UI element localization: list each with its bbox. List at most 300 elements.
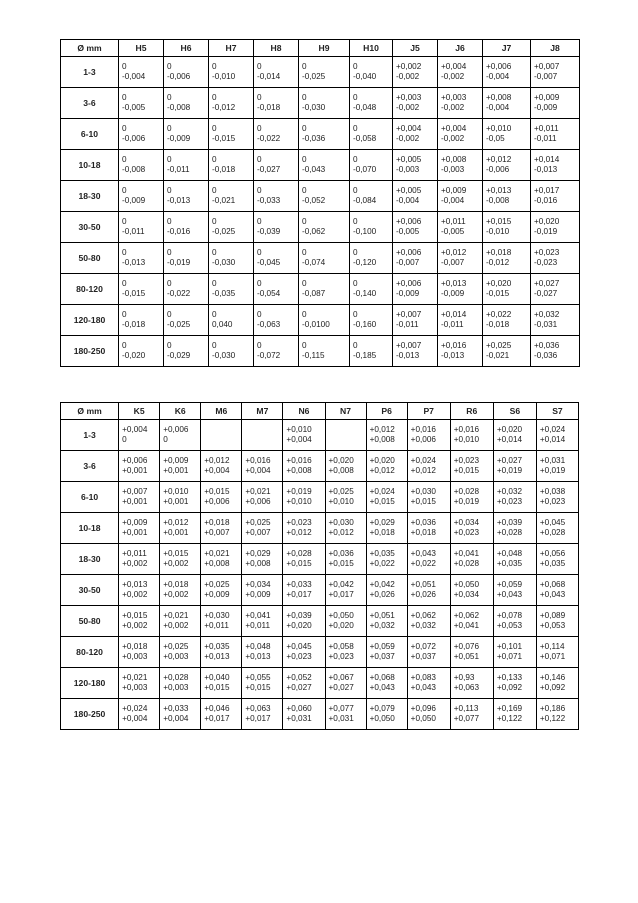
upper-deviation: +0,016 [245, 456, 271, 465]
upper-deviation: +0,020 [328, 456, 354, 465]
lower-deviation: +0,051 [453, 652, 480, 661]
lower-deviation: +0,023 [496, 497, 523, 506]
table-row [61, 181, 580, 212]
lower-deviation: -0,007 [396, 258, 420, 267]
lower-deviation: +0,017 [204, 714, 230, 723]
tolerance-cell [119, 243, 164, 274]
upper-deviation: +0,012 [204, 456, 230, 465]
table-row [61, 57, 580, 88]
lower-deviation: 0 [122, 435, 127, 444]
lower-deviation: -0,140 [353, 289, 377, 298]
upper-deviation: 0 [353, 341, 358, 350]
tolerance-cell [242, 513, 283, 544]
tolerance-cell [201, 451, 242, 482]
lower-deviation: +0,006 [204, 497, 230, 506]
lower-deviation: -0,020 [122, 351, 146, 360]
tolerance-cell [350, 88, 393, 119]
upper-deviation: +0,077 [328, 704, 354, 713]
tolerance-cell [160, 637, 201, 668]
upper-deviation: 0 [353, 248, 358, 257]
lower-deviation: +0,017 [328, 590, 354, 599]
lower-deviation: +0,001 [122, 466, 148, 475]
lower-deviation: -0,002 [441, 103, 465, 112]
lower-deviation: -0,013 [534, 165, 558, 174]
upper-deviation: +0,006 [396, 248, 422, 257]
lower-deviation: -0,062 [302, 227, 326, 236]
lower-deviation: +0,015 [369, 497, 395, 506]
lower-deviation: +0,015 [328, 559, 354, 568]
tolerance-cell [438, 119, 483, 150]
lower-deviation: +0,017 [245, 714, 271, 723]
tolerance-cell [531, 336, 580, 367]
upper-deviation: 0 [353, 186, 358, 195]
tolerance-cell [242, 482, 283, 513]
upper-deviation: +0,059 [369, 642, 395, 651]
column-header-m6: M6 [201, 403, 242, 420]
tolerance-cell [493, 668, 536, 699]
lower-deviation: -0,019 [534, 227, 558, 236]
tolerance-cell [283, 699, 325, 730]
table-row [61, 699, 579, 730]
upper-deviation: +0,028 [453, 487, 480, 496]
upper-deviation: +0,024 [539, 425, 566, 434]
tolerance-cell [283, 420, 325, 451]
tolerance-cell [299, 150, 350, 181]
lower-deviation: -0,014 [257, 72, 281, 81]
lower-deviation: -0,008 [122, 165, 146, 174]
lower-deviation: +0,008 [245, 559, 271, 568]
upper-deviation: +0,036 [328, 549, 354, 558]
lower-deviation: -0,036 [302, 134, 326, 143]
lower-deviation: +0,017 [286, 590, 312, 599]
upper-deviation: +0,014 [441, 310, 467, 319]
tolerance-cell [536, 637, 578, 668]
upper-deviation: +0,041 [453, 549, 480, 558]
lower-deviation: -0,004 [396, 196, 420, 205]
lower-deviation: +0,019 [453, 497, 480, 506]
lower-deviation: +0,053 [496, 621, 523, 630]
lower-deviation: +0,001 [122, 528, 148, 537]
lower-deviation: +0,027 [286, 683, 312, 692]
tolerance-cell [119, 451, 160, 482]
tolerance-cell [407, 668, 450, 699]
tolerance-cell [242, 575, 283, 606]
upper-deviation: 0 [302, 124, 307, 133]
lower-deviation: -0,004 [486, 103, 510, 112]
upper-deviation: 0 [167, 186, 172, 195]
table-row [61, 637, 579, 668]
upper-deviation: +0,033 [286, 580, 312, 589]
upper-deviation: 0 [212, 155, 217, 164]
tolerance-cell [254, 119, 299, 150]
column-header-n6: N6 [283, 403, 325, 420]
lower-deviation: +0,002 [122, 590, 148, 599]
lower-deviation: -0,100 [353, 227, 377, 236]
tolerance-cell [160, 451, 201, 482]
lower-deviation: -0,018 [212, 165, 236, 174]
upper-deviation: 0 [257, 279, 262, 288]
tolerance-cell [438, 274, 483, 305]
hole-tolerance-table-k-s [60, 402, 579, 730]
upper-deviation: +0,015 [122, 611, 148, 620]
lower-deviation: +0,002 [122, 621, 148, 630]
tolerance-cell [325, 420, 366, 451]
tolerance-cell [366, 513, 407, 544]
lower-deviation: +0,022 [410, 559, 436, 568]
tolerance-cell [254, 274, 299, 305]
row-header-range: 18-30 [61, 181, 119, 212]
upper-deviation: +0,010 [286, 425, 312, 434]
lower-deviation: +0,041 [453, 621, 480, 630]
tolerance-cell [366, 668, 407, 699]
upper-deviation: 0 [302, 186, 307, 195]
lower-deviation: +0,009 [204, 590, 230, 599]
lower-deviation: +0,004 [286, 435, 312, 444]
upper-deviation: 0 [257, 248, 262, 257]
table-row [61, 119, 580, 150]
upper-deviation: 0 [302, 155, 307, 164]
lower-deviation: -0,002 [441, 72, 465, 81]
lower-deviation: +0,001 [163, 497, 189, 506]
lower-deviation: -0,003 [441, 165, 465, 174]
lower-deviation: +0,092 [539, 683, 566, 692]
lower-deviation: +0,011 [245, 621, 271, 630]
column-header-diameter: Ø mm [61, 403, 119, 420]
tolerance-cell [493, 482, 536, 513]
upper-deviation: +0,016 [441, 341, 467, 350]
tolerance-cell [164, 212, 209, 243]
lower-deviation: -0,005 [122, 103, 146, 112]
upper-deviation: 0 [212, 124, 217, 133]
upper-deviation: 0 [212, 62, 217, 71]
lower-deviation: -0,015 [486, 289, 510, 298]
lower-deviation: +0,013 [204, 652, 230, 661]
lower-deviation: -0,031 [534, 320, 558, 329]
tolerance-cell [201, 637, 242, 668]
lower-deviation: -0,002 [441, 134, 465, 143]
upper-deviation: +0,169 [496, 704, 523, 713]
lower-deviation: +0,028 [453, 559, 480, 568]
tolerance-cell [164, 305, 209, 336]
tolerance-cell [350, 150, 393, 181]
upper-deviation: +0,015 [486, 217, 512, 226]
tolerance-cell [201, 699, 242, 730]
upper-deviation: +0,021 [204, 549, 230, 558]
upper-deviation: +0,027 [534, 279, 560, 288]
upper-deviation: +0,006 [396, 279, 422, 288]
column-header-m7: M7 [242, 403, 283, 420]
lower-deviation: +0,002 [122, 559, 148, 568]
lower-deviation: +0,010 [328, 497, 354, 506]
tolerance-cell [201, 668, 242, 699]
tolerance-cell [209, 88, 254, 119]
tolerance-cell [254, 243, 299, 274]
row-header-range: 30-50 [61, 212, 119, 243]
upper-deviation: +0,004 [122, 425, 148, 434]
upper-deviation: +0,036 [410, 518, 436, 527]
tolerance-cell [299, 212, 350, 243]
upper-deviation: +0,025 [328, 487, 354, 496]
lower-deviation: -0,015 [212, 134, 236, 143]
upper-deviation: +0,006 [396, 217, 422, 226]
tolerance-cell [407, 544, 450, 575]
tolerance-cell [350, 119, 393, 150]
column-header-j7: J7 [483, 40, 531, 57]
tolerance-cell [283, 482, 325, 513]
lower-deviation: -0,006 [167, 72, 191, 81]
tolerance-cell [531, 305, 580, 336]
upper-deviation: +0,020 [534, 217, 560, 226]
lower-deviation: +0,071 [496, 652, 523, 661]
tolerance-cell [201, 606, 242, 637]
table-row [61, 305, 580, 336]
upper-deviation: 0 [353, 310, 358, 319]
lower-deviation: +0,015 [245, 683, 271, 692]
tolerance-cell [283, 451, 325, 482]
tolerance-cell [299, 181, 350, 212]
upper-deviation: +0,114 [539, 642, 565, 651]
tolerance-cell [164, 274, 209, 305]
upper-deviation: +0,068 [369, 673, 395, 682]
lower-deviation: -0,012 [212, 103, 236, 112]
upper-deviation: +0,020 [496, 425, 523, 434]
tolerance-cell [119, 482, 160, 513]
tolerance-cell [450, 420, 493, 451]
tolerance-cell [450, 544, 493, 575]
upper-deviation: +0,051 [369, 611, 395, 620]
tolerance-cell [483, 150, 531, 181]
upper-deviation: +0,025 [245, 518, 271, 527]
tolerance-cell [407, 575, 450, 606]
tolerance-cell [119, 606, 160, 637]
lower-deviation: -0,025 [167, 320, 191, 329]
tolerance-cell [531, 88, 580, 119]
tolerance-cell [531, 243, 580, 274]
column-header-j5: J5 [393, 40, 438, 57]
tolerance-cell [438, 150, 483, 181]
tolerance-cell [450, 606, 493, 637]
lower-deviation: -0,009 [396, 289, 420, 298]
lower-deviation: -0,040 [353, 72, 377, 81]
upper-deviation: 0 [122, 248, 127, 257]
tolerance-cell [536, 668, 578, 699]
tolerance-cell [483, 274, 531, 305]
tolerance-cell [254, 150, 299, 181]
lower-deviation: -0,021 [212, 196, 236, 205]
upper-deviation: +0,005 [396, 155, 422, 164]
tolerance-cell [493, 420, 536, 451]
upper-deviation: 0 [353, 62, 358, 71]
upper-deviation: +0,013 [441, 279, 467, 288]
tolerance-cell [407, 606, 450, 637]
tolerance-cell [393, 150, 438, 181]
lower-deviation: +0,032 [410, 621, 436, 630]
lower-deviation: +0,043 [496, 590, 523, 599]
lower-deviation: -0,010 [486, 227, 510, 236]
table-row [61, 420, 579, 451]
lower-deviation: +0,006 [245, 497, 271, 506]
upper-deviation: +0,004 [441, 124, 467, 133]
table-row [61, 513, 579, 544]
lower-deviation: -0,084 [353, 196, 377, 205]
tolerance-cell [483, 336, 531, 367]
upper-deviation: +0,007 [396, 310, 422, 319]
lower-deviation: -0,043 [302, 165, 326, 174]
lower-deviation: -0,011 [122, 227, 145, 236]
lower-deviation: +0,028 [496, 528, 523, 537]
upper-deviation: +0,006 [486, 62, 512, 71]
tolerance-cell [493, 637, 536, 668]
tolerance-cell [283, 544, 325, 575]
tolerance-cell [438, 181, 483, 212]
table-row [61, 274, 580, 305]
tolerance-cell [201, 575, 242, 606]
lower-deviation: -0,006 [122, 134, 146, 143]
lower-deviation: -0,070 [353, 165, 377, 174]
tolerance-cell [164, 336, 209, 367]
row-header-range: 30-50 [61, 575, 119, 606]
tolerance-cell [164, 119, 209, 150]
tolerance-cell [254, 305, 299, 336]
lower-deviation: +0,008 [286, 466, 312, 475]
lower-deviation: -0,009 [441, 289, 465, 298]
lower-deviation: +0,018 [410, 528, 436, 537]
lower-deviation: +0,020 [286, 621, 312, 630]
lower-deviation: +0,004 [204, 466, 230, 475]
upper-deviation: +0,025 [204, 580, 230, 589]
lower-deviation: +0,026 [369, 590, 395, 599]
lower-deviation: +0,002 [163, 559, 189, 568]
tolerance-cell [299, 305, 350, 336]
tolerance-cell [407, 637, 450, 668]
tolerance-cell [450, 513, 493, 544]
upper-deviation: +0,096 [410, 704, 436, 713]
upper-deviation: +0,024 [410, 456, 436, 465]
upper-deviation: +0,133 [496, 673, 523, 682]
lower-deviation: -0,025 [302, 72, 326, 81]
lower-deviation: +0,071 [539, 652, 566, 661]
tolerance-cell [493, 699, 536, 730]
lower-deviation: -0,013 [122, 258, 146, 267]
upper-deviation: +0,022 [486, 310, 512, 319]
column-header-h6: H6 [164, 40, 209, 57]
lower-deviation: -0,012 [486, 258, 510, 267]
upper-deviation: +0,020 [369, 456, 395, 465]
tolerance-cell [531, 119, 580, 150]
row-header-range: 3-6 [61, 88, 119, 119]
upper-deviation: +0,039 [286, 611, 312, 620]
tolerance-cell [299, 243, 350, 274]
tolerance-cell [119, 57, 164, 88]
lower-deviation: -0,029 [167, 351, 191, 360]
lower-deviation: +0,008 [328, 466, 354, 475]
tolerance-cell [209, 305, 254, 336]
upper-deviation: 0 [353, 124, 358, 133]
upper-deviation: 0 [122, 124, 127, 133]
tolerance-cell [209, 150, 254, 181]
column-header-h9: H9 [299, 40, 350, 57]
tolerance-cell [438, 212, 483, 243]
lower-deviation: -0,036 [534, 351, 558, 360]
upper-deviation: +0,062 [453, 611, 480, 620]
tolerance-cell [393, 212, 438, 243]
lower-deviation: +0,043 [539, 590, 566, 599]
tolerance-cell [325, 482, 366, 513]
upper-deviation: +0,032 [534, 310, 560, 319]
tolerance-cell [438, 336, 483, 367]
upper-deviation: 0 [212, 93, 217, 102]
upper-deviation: +0,056 [539, 549, 566, 558]
upper-deviation: +0,018 [163, 580, 189, 589]
upper-deviation: +0,041 [245, 611, 271, 620]
tolerance-cell [164, 150, 209, 181]
lower-deviation: +0,034 [453, 590, 480, 599]
upper-deviation: +0,021 [245, 487, 271, 496]
lower-deviation: +0,011 [204, 621, 229, 630]
lower-deviation: +0,014 [496, 435, 523, 444]
upper-deviation: +0,060 [286, 704, 312, 713]
upper-deviation: +0,032 [496, 487, 523, 496]
tolerance-cell [283, 637, 325, 668]
lower-deviation: +0,010 [453, 435, 480, 444]
tolerance-cell [407, 699, 450, 730]
lower-deviation: +0,015 [204, 683, 230, 692]
upper-deviation: +0,005 [396, 186, 422, 195]
upper-deviation: +0,009 [534, 93, 560, 102]
lower-deviation: +0,092 [496, 683, 523, 692]
upper-deviation: 0 [302, 248, 307, 257]
tolerance-cell [283, 513, 325, 544]
tolerance-cell [366, 544, 407, 575]
upper-deviation: 0 [302, 93, 307, 102]
lower-deviation: -0,002 [396, 103, 420, 112]
upper-deviation: +0,045 [539, 518, 566, 527]
tolerance-cell [119, 668, 160, 699]
tolerance-cell [531, 150, 580, 181]
tolerance-cell [254, 212, 299, 243]
upper-deviation: +0,067 [328, 673, 354, 682]
upper-deviation: +0,035 [369, 549, 395, 558]
tolerance-cell [242, 637, 283, 668]
lower-deviation: +0,010 [286, 497, 312, 506]
column-header-h7: H7 [209, 40, 254, 57]
upper-deviation: +0,019 [286, 487, 312, 496]
tolerance-cell [242, 544, 283, 575]
lower-deviation: +0,013 [245, 652, 271, 661]
tolerance-cell [450, 637, 493, 668]
lower-deviation: -0,007 [534, 72, 558, 81]
lower-deviation: -0,013 [167, 196, 191, 205]
row-header-range: 120-180 [61, 305, 119, 336]
upper-deviation: +0,008 [486, 93, 512, 102]
lower-deviation: -0,005 [396, 227, 420, 236]
upper-deviation: +0,042 [328, 580, 354, 589]
lower-deviation: +0,023 [539, 497, 566, 506]
lower-deviation: +0,007 [204, 528, 230, 537]
row-header-range: 3-6 [61, 451, 119, 482]
upper-deviation: +0,012 [486, 155, 512, 164]
tolerance-cell [160, 699, 201, 730]
tolerance-cell [531, 181, 580, 212]
upper-deviation: +0,033 [163, 704, 189, 713]
lower-deviation: +0,004 [122, 714, 148, 723]
lower-deviation: -0,013 [441, 351, 465, 360]
tolerance-cell [119, 336, 164, 367]
lower-deviation: +0,122 [496, 714, 523, 723]
tolerance-cell [450, 482, 493, 513]
upper-deviation: 0 [302, 217, 307, 226]
upper-deviation: +0,009 [441, 186, 467, 195]
